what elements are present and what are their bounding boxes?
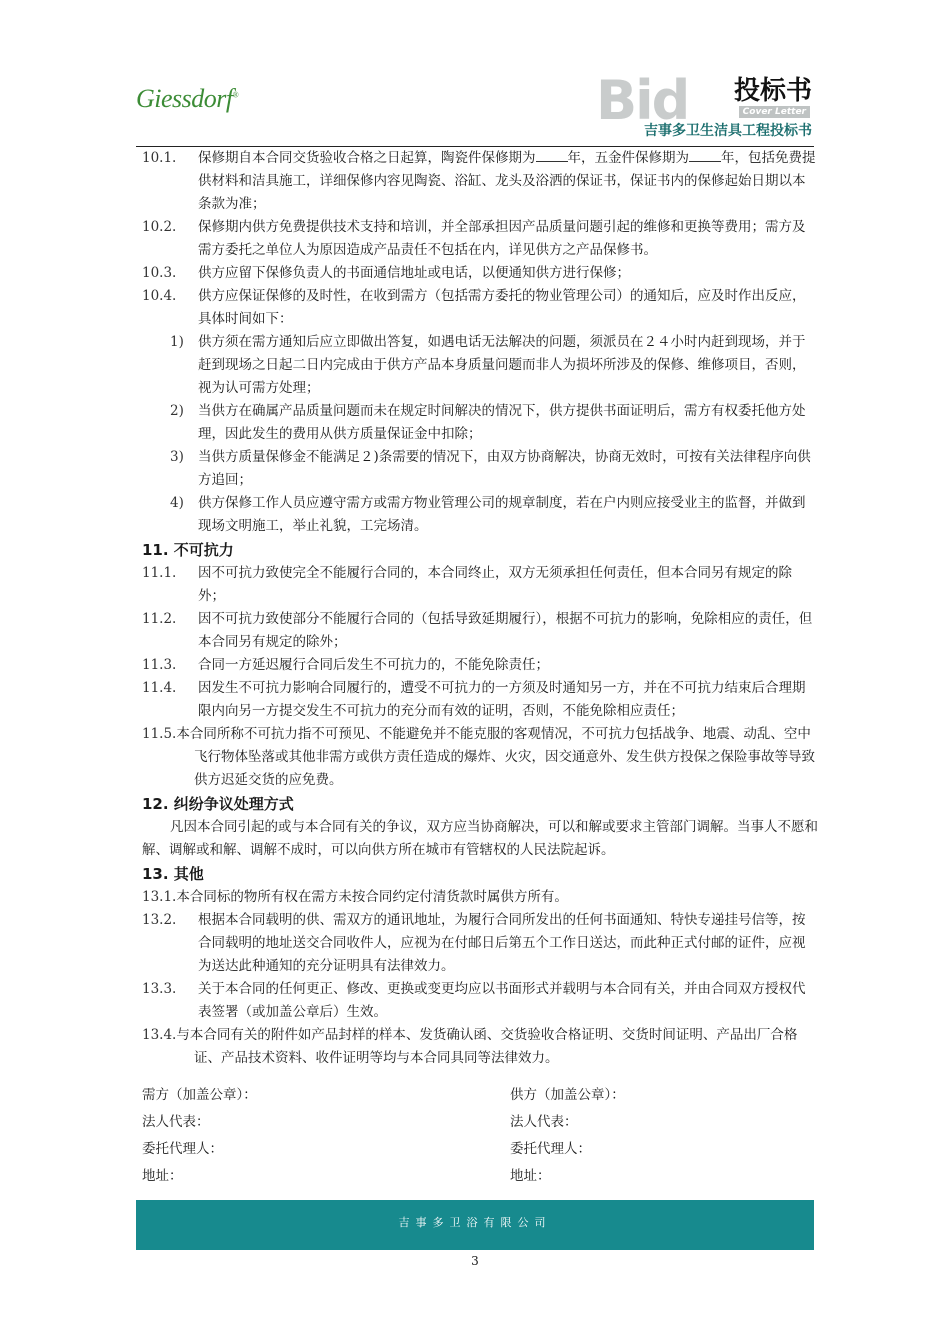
clause-13-2: 13.2. 根据本合同载明的供、需双方的通讯地址，为履行合同所发出的任何书面通知、特快专递挂号信等，按合同载明的地址送交合同收件人，应视为在付邮日后第五个工作日送达，而此种正式付邮的证件，应视为送达此种通知的充分证明具有法律效力。	[142, 912, 806, 974]
supplier-address-label: 地址：	[510, 1168, 551, 1184]
document-body	[142, 147, 818, 1070]
section-12-text: 凡因本合同引起的或与本合同有关的争议，双方应当协商解决，可以和解或要求主管部门调解。当事人不愿和解、调解或和解、调解不成时，可以向供方所在城市有管辖权的人民法院起诉。	[142, 819, 818, 858]
blank-line	[536, 147, 568, 162]
clause-10-4-3: 3) 当供方质量保修金不能满足２)条需要的情况下，由双方协商解决，协商无效时，可按有关法律程序向供方追回；	[170, 449, 811, 488]
bid-title: 投标书	[733, 76, 812, 106]
clause-10-4-1: 1) 供方须在需方通知后应立即做出答复，如遇电话无法解决的问题，须派员在２４小时内赶到现场，并于赶到现场之日起二日内完成由于供方产品本身质量问题而非人为损坏所涉及的保修、维修项目，否则，视为认可需方处理；	[170, 334, 806, 396]
clause-11-4: 11.4. 因发生不可抗力影响合同履行的，遭受不可抗力的一方须及时通知另一方，并在不可抗力结束后合理期限内向另一方提交发生不可抗力的充分而有效的证明，否则，不能免除相应责任；	[142, 680, 806, 719]
section-11-heading: 11. 不可抗力	[142, 541, 234, 559]
clause-10-4: 10.4. 供方应保证保修的及时性，在收到需方（包括需方委托的物业管理公司）的通知后，应及时作出反应，具体时间如下：	[142, 288, 806, 327]
supplier-signature-block	[510, 1082, 625, 1190]
supplier-seal-label: 供方（加盖公章）：	[510, 1087, 625, 1103]
clause-10-4-2: 2) 当供方在确属产品质量问题而未在规定时间解决的情况下，供方提供书面证明后，需方有权委托他方处理，因此发生的费用从供方质量保证金中扣除；	[170, 403, 806, 442]
buyer-signature-block	[142, 1082, 257, 1190]
clause-11-2: 11.2. 因不可抗力致使部分不能履行合同的（包括导致延期履行），根据不可抗力的影响，免除相应的责任，但本合同另有规定的除外；	[142, 611, 813, 650]
clause-11-1: 11.1. 因不可抗力致使完全不能履行合同的，本合同终止，双方无须承担任何责任，但本合同另有规定的除外；	[142, 565, 792, 604]
giessdorf-logo: Giessdorf®	[136, 84, 239, 113]
clause-11-3: 11.3. 合同一方延迟履行合同后发生不可抗力的，不能免除责任；	[142, 657, 549, 673]
clause-10-1: 10.1. 保修期自本合同交货验收合格之日起算，陶瓷件保修期为 年，五金件保修期为 年，包括免费提供材料和洁具施工，详细保修内容见陶瓷、浴缸、龙头及浴洒的保证书，保证书内的保修起始日期以本条款为准；	[142, 147, 818, 216]
document-caption: 吉事多卫生洁具工程投标书	[644, 123, 812, 139]
cover-letter-tag: Cover Letter	[739, 106, 810, 118]
bid-cover-mark	[596, 69, 814, 142]
page-number: 3	[471, 1254, 479, 1268]
footer-company-bar: 吉事多卫浴有限公司	[136, 1200, 814, 1250]
buyer-seal-label: 需方（加盖公章）：	[142, 1087, 257, 1103]
clause-13-3: 13.3. 关于本合同的任何更正、修改、更换或变更均应以书面形式并载明与本合同有关，并由合同双方授权代表签署（或加盖公章后）生效。	[142, 981, 806, 1020]
buyer-address-label: 地址：	[142, 1168, 183, 1184]
buyer-agent-label: 委托代理人：	[142, 1141, 223, 1157]
clause-10-2: 10.2. 保修期内供方免费提供技术支持和培训，并全部承担因产品质量问题引起的维修和更换等费用；需方及需方委托之单位人为原因造成产品责任不包括在内，详见供方之产品保修书。	[142, 219, 806, 258]
supplier-agent-label: 委托代理人：	[510, 1141, 591, 1157]
section-12-heading: 12. 纠纷争议处理方式	[142, 795, 294, 813]
supplier-legal-rep-label: 法人代表：	[510, 1114, 578, 1130]
clause-13-1: 13.1.本合同标的物所有权在需方未按合同约定付清货款时属供方所有。	[142, 889, 568, 905]
clause-10-3: 10.3. 供方应留下保修负责人的书面通信地址或电话，以便通知供方进行保修；	[142, 265, 630, 281]
clause-13-4: 13.4.与本合同有关的附件如产品封样的样本、发货确认函、交货验收合格证明、交货时间证明、产品出厂合格证、产品技术资料、收件证明等均与本合同具同等法律效力。	[142, 1027, 798, 1066]
clause-10-4-4: 4) 供方保修工作人员应遵守需方或需方物业管理公司的规章制度，若在户内则应接受业主的监督，并做到现场文明施工，举止礼貌，工完场清。	[170, 495, 806, 534]
buyer-legal-rep-label: 法人代表：	[142, 1114, 210, 1130]
blank-line	[689, 147, 721, 162]
clause-11-5: 11.5.本合同所称不可抗力指不可预见、不能避免并不能克服的客观情况，不可抗力包括战争、地震、动乱、空中飞行物体坠落或其他非需方或供方责任造成的爆炸、火灾，因交通意外、发生供方投保之保险事故等导致供方迟延交货的应免费。	[142, 726, 815, 788]
bid-watermark: Bid	[596, 69, 689, 132]
section-13-heading: 13. 其他	[142, 865, 204, 883]
